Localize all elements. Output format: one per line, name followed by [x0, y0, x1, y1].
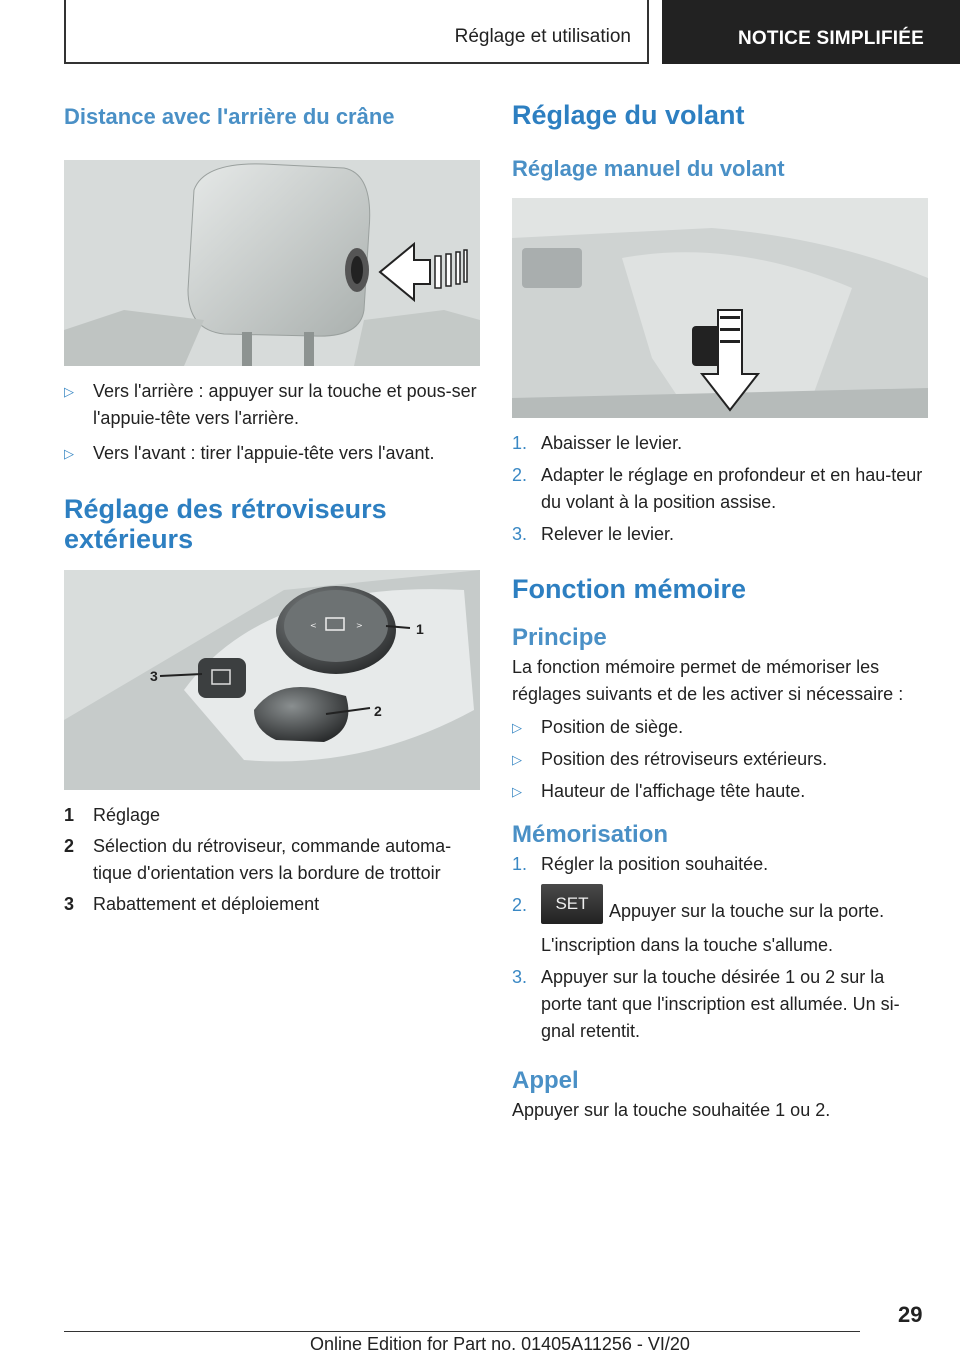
- list-item: 3 Rabattement et déploiement: [64, 894, 320, 914]
- list-item: ▷ Position des rétroviseurs extérieurs.: [512, 746, 928, 773]
- list-item: 2. Adapter le réglage en profondeur et en hau-teur du volant à la position assise.: [512, 465, 923, 512]
- headrest-bullets: [64, 378, 480, 467]
- list-item: 1 Réglage: [64, 805, 161, 825]
- header-section-box: [64, 0, 649, 64]
- header-badge-label: NOTICE SIMPLIFIÉE: [738, 28, 925, 49]
- storing-heading: Mémorisation: [512, 821, 669, 848]
- recall-text: Appuyer sur la touche souhaitée 1 ou 2.: [512, 1100, 831, 1120]
- footer-edition: Online Edition for Part no. 01405A11256 - VI/20: [310, 1334, 690, 1354]
- list-item: 2. SET Appuyer sur la touche sur la porte. L'inscription dans la touche s'allume.: [512, 892, 928, 959]
- wheel-subheading: Réglage manuel du volant: [512, 156, 785, 181]
- svg-text:<: <: [310, 621, 317, 630]
- wheel-heading: Réglage du volant: [512, 100, 745, 130]
- mirror-controls-illustration: [64, 570, 480, 790]
- svg-text:>: >: [356, 621, 363, 630]
- principle-heading: Principe: [512, 624, 607, 651]
- steering-column-illustration: [512, 198, 928, 418]
- list-item: 2 Sélection du rétroviseur, commande automa-tique d'orientation vers la bordure de trottoir: [64, 836, 452, 883]
- storing-steps: [512, 851, 928, 1045]
- wheel-steps: [512, 430, 928, 548]
- memory-bullets: [512, 714, 928, 805]
- left-column: [64, 100, 480, 918]
- list-item: ▷ Vers l'avant : tirer l'appuie-tête vers l'avant.: [64, 440, 480, 467]
- recall-heading: Appel: [512, 1067, 579, 1094]
- steering-column-svg: [512, 198, 928, 418]
- mirrors-heading: Réglage des rétroviseurs extérieurs: [64, 494, 387, 554]
- callout-2: 2: [374, 703, 382, 719]
- footer-divider: [64, 1331, 860, 1332]
- callout-3: 3: [150, 668, 158, 684]
- header-badge: [662, 0, 960, 64]
- list-item: 1. Abaisser le levier.: [512, 433, 683, 453]
- callout-1: 1: [416, 621, 424, 637]
- list-item: 1. Régler la position souhaitée.: [512, 854, 769, 874]
- mirror-controls-svg: [64, 570, 480, 790]
- headrest-illustration: [64, 160, 480, 366]
- principle-text: La fonction mémoire permet de mémoriser les réglages suivants et de les activer si nécessaire :: [512, 657, 904, 704]
- right-column: [512, 100, 928, 1124]
- mirror-legend: [64, 802, 480, 918]
- headrest-heading: Distance avec l'arrière du crâne: [64, 104, 395, 129]
- headrest-illustration-svg: [64, 160, 480, 366]
- list-item: ▷ Vers l'arrière : appuyer sur la touche et pous-ser l'appuie-tête vers l'arrière.: [64, 378, 480, 432]
- list-item: ▷ Position de siège.: [512, 714, 928, 741]
- list-item: 3. Appuyer sur la touche désirée 1 ou 2 sur la porte tant que l'inscription est allumée. Un si-gnal retentit.: [512, 967, 900, 1041]
- set-button-icon: SET: [541, 884, 603, 924]
- header-section-title: Réglage et utilisation: [454, 26, 631, 47]
- memory-heading: Fonction mémoire: [512, 574, 747, 604]
- page-number: 29: [898, 1302, 923, 1327]
- list-item: ▷ Hauteur de l'affichage tête haute.: [512, 778, 928, 805]
- list-item: 3. Relever le levier.: [512, 524, 675, 544]
